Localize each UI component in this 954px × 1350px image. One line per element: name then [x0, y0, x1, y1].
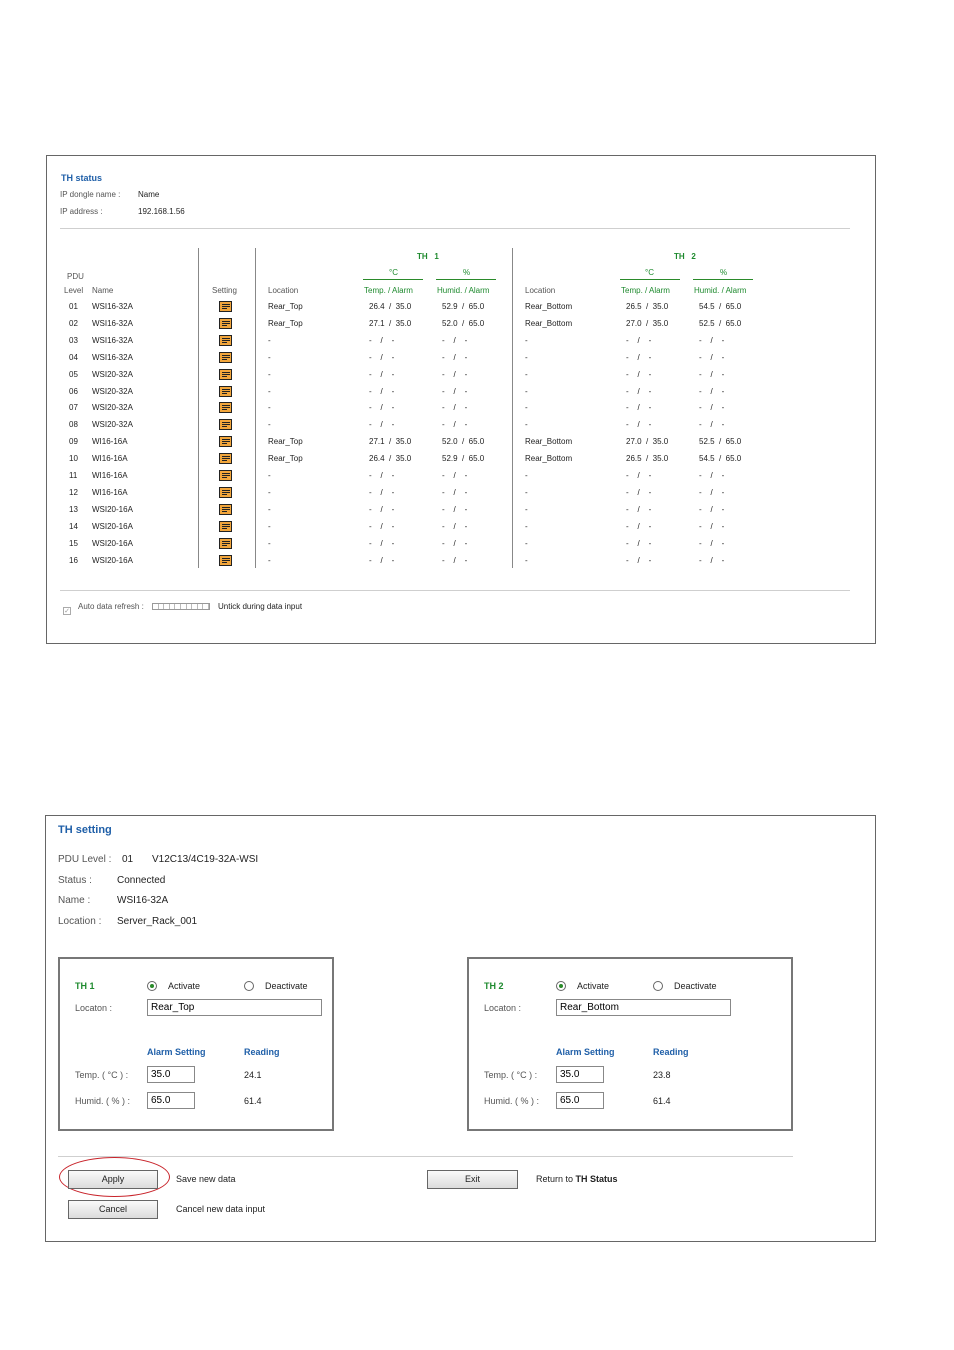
th1-activate-label: Activate	[168, 981, 201, 991]
th1-activate-radio[interactable]	[147, 981, 157, 991]
row-th2-temp: 26.5 / 35.0	[626, 302, 669, 311]
setting-icon[interactable]	[219, 352, 232, 363]
location-label: Location :	[58, 916, 102, 927]
table-row	[47, 539, 867, 556]
row-th2-temp: - / -	[626, 352, 652, 362]
row-th1-temp: - / -	[369, 471, 395, 480]
unit-percent: %	[463, 268, 471, 277]
untick-note: Untick during data input	[218, 602, 303, 611]
table-row	[47, 420, 867, 437]
col-temp-alarm: Temp. / Alarm	[621, 286, 670, 295]
exit-note-prefix: Return to	[536, 1174, 576, 1184]
row-name: WSI16-32A	[92, 352, 133, 362]
table-row	[47, 454, 867, 471]
alarm-setting-header: Alarm Setting	[147, 1047, 206, 1057]
table-row	[47, 336, 867, 353]
setting-icon[interactable]	[219, 369, 232, 380]
row-th1-location: Rear_Top	[268, 318, 303, 328]
row-th2-temp: - / -	[626, 538, 652, 548]
row-name: WSI20-32A	[92, 420, 133, 430]
row-th1-humid: 52.0 / 65.0	[442, 437, 485, 447]
th2-activate-label: Activate	[577, 981, 610, 991]
th2-deactivate-radio[interactable]	[653, 981, 663, 991]
auto-refresh-checkbox[interactable]: ✓	[64, 607, 70, 615]
row-level: 10	[69, 454, 78, 464]
row-th1-location: -	[268, 487, 271, 497]
ip-address-label: IP address :	[60, 207, 103, 216]
header-underline	[693, 279, 753, 280]
header-underline	[363, 279, 423, 280]
row-th2-location: -	[525, 420, 528, 430]
row-th2-location: -	[525, 352, 528, 362]
setting-icon[interactable]	[219, 386, 232, 397]
row-th2-temp: - / -	[626, 420, 652, 430]
row-th2-location: -	[525, 504, 528, 514]
location-value: Server_Rack_001	[117, 916, 198, 927]
row-th2-location: -	[525, 538, 528, 548]
col-humid-alarm: Humid. / Alarm	[694, 286, 747, 295]
row-th2-temp: - / -	[626, 471, 652, 480]
auto-refresh-label: Auto data refresh :	[78, 602, 144, 611]
th1-deactivate-label: Deactivate	[265, 981, 308, 991]
apply-note: Save new data	[176, 1174, 236, 1184]
row-th2-temp: - / -	[626, 521, 652, 531]
row-th2-humid: - / -	[699, 403, 725, 413]
row-th2-humid: - / -	[699, 369, 725, 379]
pdu-model: V12C13/4C19-32A-WSI	[152, 854, 259, 865]
col-level: Level	[64, 286, 84, 295]
ip-address-value: 192.168.1.56	[138, 207, 185, 216]
th1-title: TH 1	[75, 981, 95, 991]
panel-title: TH setting	[58, 824, 112, 836]
row-name: WSI20-16A	[92, 521, 133, 531]
th1-temp-reading: 24.1	[244, 1070, 262, 1080]
apply-button[interactable]: Apply	[68, 1170, 158, 1189]
ip-dongle-value: Name	[138, 190, 160, 199]
row-level: 15	[69, 538, 78, 548]
th1-location-label: Locaton :	[75, 1003, 113, 1013]
row-th2-location: -	[525, 369, 528, 379]
th2-activate-radio[interactable]	[556, 981, 566, 991]
row-th1-humid: - / -	[442, 369, 468, 379]
row-th1-location: -	[268, 538, 271, 548]
row-th1-location: -	[268, 403, 271, 413]
table-row	[47, 353, 867, 370]
col-humid-alarm: Humid. / Alarm	[437, 286, 490, 295]
row-th1-location: -	[268, 386, 271, 396]
row-level: 12	[69, 487, 78, 497]
th2-humid-label: Humid. ( % ) :	[484, 1096, 540, 1106]
pdu-level-label: PDU Level :	[58, 854, 112, 865]
th2-location-input[interactable]	[556, 999, 731, 1016]
row-name: WSI20-32A	[92, 369, 133, 379]
row-level: 07	[69, 403, 78, 413]
row-th2-temp: 27.0 / 35.0	[626, 437, 669, 447]
divider	[60, 228, 850, 229]
row-th1-humid: - / -	[442, 538, 468, 548]
th2-temp-reading: 23.8	[653, 1070, 671, 1080]
th1-title: TH 1	[417, 252, 439, 261]
row-th2-humid: 52.5 / 65.0	[699, 437, 742, 447]
row-th1-location: Rear_Top	[268, 437, 303, 447]
row-level: 16	[69, 555, 78, 565]
row-th1-temp: 26.4 / 35.0	[369, 302, 412, 311]
setting-icon[interactable]	[219, 487, 232, 498]
table-row	[47, 522, 867, 539]
row-th1-temp: 27.1 / 35.0	[369, 318, 412, 328]
row-level: 05	[69, 369, 78, 379]
setting-icon[interactable]	[219, 555, 232, 566]
setting-icon[interactable]	[219, 470, 232, 481]
row-th2-humid: - / -	[699, 504, 725, 514]
row-level: 04	[69, 352, 78, 362]
row-level: 06	[69, 386, 78, 396]
table-row	[47, 471, 867, 488]
row-th1-temp: - / -	[369, 352, 395, 362]
row-name: WI16-16A	[92, 454, 128, 464]
unit-celsius: °C	[645, 268, 654, 277]
row-th2-location: -	[525, 403, 528, 413]
row-th2-location: Rear_Bottom	[525, 318, 573, 328]
row-th1-location: -	[268, 471, 271, 480]
row-name: WSI16-32A	[92, 335, 133, 345]
th1-settings-group	[58, 957, 334, 1131]
row-name: WSI16-32A	[92, 302, 133, 311]
row-th1-location: -	[268, 335, 271, 345]
setting-icon[interactable]	[219, 301, 232, 312]
row-level: 01	[69, 302, 78, 311]
row-th1-location: Rear_Top	[268, 454, 303, 464]
row-th1-temp: - / -	[369, 403, 395, 413]
row-th1-humid: - / -	[442, 471, 468, 480]
row-th2-location: -	[525, 335, 528, 345]
th-status-panel	[46, 155, 876, 644]
th1-location-input[interactable]	[147, 999, 322, 1016]
th2-location-label: Locaton :	[484, 1003, 522, 1013]
th2-title: TH 2	[484, 981, 504, 991]
row-th1-location: -	[268, 521, 271, 531]
row-th1-temp: - / -	[369, 521, 395, 531]
row-th1-location: -	[268, 352, 271, 362]
cancel-button[interactable]: Cancel	[68, 1200, 158, 1219]
row-th1-temp: - / -	[369, 335, 395, 345]
row-th1-humid: - / -	[442, 487, 468, 497]
row-th1-temp: 26.4 / 35.0	[369, 454, 412, 464]
row-th2-humid: - / -	[699, 420, 725, 430]
exit-note-target: TH Status	[575, 1174, 618, 1184]
th2-settings-group	[467, 957, 793, 1131]
divider	[58, 1156, 793, 1157]
row-th1-humid: - / -	[442, 386, 468, 396]
row-th1-humid: - / -	[442, 335, 468, 345]
row-name: WSI20-16A	[92, 555, 133, 565]
th1-humid-alarm-input[interactable]	[147, 1092, 195, 1109]
row-th2-humid: - / -	[699, 352, 725, 362]
name-label: Name :	[58, 895, 91, 906]
exit-note	[536, 1174, 618, 1184]
row-th2-location: Rear_Bottom	[525, 454, 573, 464]
alarm-setting-header: Alarm Setting	[556, 1047, 615, 1057]
ip-dongle-label: IP dongle name :	[60, 190, 121, 199]
col-name: Name	[92, 286, 114, 295]
table-row	[47, 437, 867, 454]
row-th1-location: -	[268, 504, 271, 514]
row-level: 02	[69, 318, 78, 328]
row-th1-temp: - / -	[369, 487, 395, 497]
row-name: WI16-16A	[92, 471, 128, 480]
col-location: Location	[525, 286, 556, 295]
th2-temp-label: Temp. ( °C ) :	[484, 1070, 538, 1080]
row-th1-temp: - / -	[369, 386, 395, 396]
row-th1-temp: - / -	[369, 420, 395, 430]
row-level: 14	[69, 521, 78, 531]
row-th1-humid: - / -	[442, 352, 468, 362]
unit-percent: %	[720, 268, 728, 277]
name-value: WSI16-32A	[117, 895, 169, 906]
pdu-level-value: 01	[122, 854, 134, 865]
row-name: WSI16-32A	[92, 318, 133, 328]
row-th2-humid: 54.5 / 65.0	[699, 302, 742, 311]
row-th2-humid: - / -	[699, 538, 725, 548]
row-th2-temp: - / -	[626, 335, 652, 345]
row-name: WI16-16A	[92, 487, 128, 497]
th1-humid-label: Humid. ( % ) :	[75, 1096, 131, 1106]
header-underline	[436, 279, 496, 280]
setting-icon[interactable]	[219, 521, 232, 532]
row-th2-temp: - / -	[626, 555, 652, 565]
row-th1-humid: 52.9 / 65.0	[442, 454, 485, 464]
table-row	[47, 505, 867, 522]
row-level: 03	[69, 335, 78, 345]
setting-icon[interactable]	[219, 453, 232, 464]
row-name: WSI20-16A	[92, 538, 133, 548]
row-th1-location: Rear_Top	[268, 302, 303, 311]
row-level: 08	[69, 420, 78, 430]
row-th1-temp: - / -	[369, 555, 395, 565]
th1-temp-alarm-input[interactable]	[147, 1066, 195, 1083]
row-th2-temp: - / -	[626, 403, 652, 413]
row-th2-humid: - / -	[699, 555, 725, 565]
table-row	[47, 370, 867, 387]
row-th2-location: Rear_Bottom	[525, 437, 573, 447]
setting-icon[interactable]	[219, 318, 232, 329]
th1-humid-reading: 61.4	[244, 1096, 262, 1106]
row-name: WSI20-16A	[92, 504, 133, 514]
row-th1-humid: - / -	[442, 403, 468, 413]
table-row	[47, 403, 867, 420]
row-th2-temp: 26.5 / 35.0	[626, 454, 669, 464]
row-th2-location: Rear_Bottom	[525, 302, 573, 311]
status-value: Connected	[117, 875, 166, 886]
row-th1-temp: - / -	[369, 369, 395, 379]
row-th2-temp: - / -	[626, 386, 652, 396]
th2-deactivate-label: Deactivate	[674, 981, 717, 991]
row-th2-humid: - / -	[699, 386, 725, 396]
row-th2-humid: 54.5 / 65.0	[699, 454, 742, 464]
row-name: WI16-16A	[92, 437, 128, 447]
row-level: 09	[69, 437, 78, 447]
col-pdu: PDU	[67, 272, 84, 281]
panel-title: TH status	[61, 173, 103, 183]
refresh-progress-bar	[152, 603, 210, 610]
table-row	[47, 488, 867, 505]
row-th2-temp: 27.0 / 35.0	[626, 318, 669, 328]
setting-icon[interactable]	[219, 335, 232, 346]
cancel-note: Cancel new data input	[176, 1204, 266, 1214]
table-row	[47, 556, 867, 573]
th1-temp-label: Temp. ( °C ) :	[75, 1070, 129, 1080]
row-th1-temp: 27.1 / 35.0	[369, 437, 412, 447]
row-th1-humid: - / -	[442, 555, 468, 565]
reading-header: Reading	[653, 1047, 689, 1057]
row-th1-humid: - / -	[442, 420, 468, 430]
status-label: Status :	[58, 875, 92, 886]
row-th1-location: -	[268, 420, 271, 430]
setting-icon[interactable]	[219, 504, 232, 515]
row-name: WSI20-32A	[92, 386, 133, 396]
row-th1-humid: - / -	[442, 521, 468, 531]
reading-header: Reading	[244, 1047, 280, 1057]
setting-icon[interactable]	[219, 402, 232, 413]
row-th1-humid: 52.9 / 65.0	[442, 302, 485, 311]
row-th2-location: -	[525, 555, 528, 565]
row-th1-humid: - / -	[442, 504, 468, 514]
row-th1-temp: - / -	[369, 538, 395, 548]
th1-deactivate-radio[interactable]	[244, 981, 254, 991]
row-th2-temp: - / -	[626, 504, 652, 514]
row-level: 11	[69, 471, 78, 480]
row-th1-location: -	[268, 369, 271, 379]
row-level: 13	[69, 504, 78, 514]
table-row	[47, 319, 867, 336]
col-setting: Setting	[212, 286, 237, 295]
th-setting-panel	[45, 815, 876, 1242]
setting-icon[interactable]	[219, 538, 232, 549]
col-location: Location	[268, 286, 299, 295]
row-th2-temp: - / -	[626, 487, 652, 497]
th2-humid-alarm-input[interactable]	[556, 1092, 604, 1109]
row-th2-humid: - / -	[699, 335, 725, 345]
col-temp-alarm: Temp. / Alarm	[364, 286, 413, 295]
row-th1-location: -	[268, 555, 271, 565]
row-th2-humid: - / -	[699, 471, 725, 480]
row-th2-location: -	[525, 487, 528, 497]
th2-title: TH 2	[674, 252, 696, 261]
row-th2-humid: 52.5 / 65.0	[699, 318, 742, 328]
setting-icon[interactable]	[219, 419, 232, 430]
row-name: WSI20-32A	[92, 403, 133, 413]
row-th2-location: -	[525, 521, 528, 531]
th2-humid-reading: 61.4	[653, 1096, 671, 1106]
table-row	[47, 387, 867, 404]
header-underline	[620, 279, 680, 280]
th2-temp-alarm-input[interactable]	[556, 1066, 604, 1083]
row-th1-humid: 52.0 / 65.0	[442, 318, 485, 328]
unit-celsius: °C	[389, 268, 398, 277]
table-row	[47, 302, 867, 319]
divider	[60, 590, 850, 591]
row-th1-temp: - / -	[369, 504, 395, 514]
row-th2-temp: - / -	[626, 369, 652, 379]
row-th2-location: -	[525, 471, 528, 480]
row-th2-humid: - / -	[699, 487, 725, 497]
row-th2-location: -	[525, 386, 528, 396]
row-th2-humid: - / -	[699, 521, 725, 531]
setting-icon[interactable]	[219, 436, 232, 447]
exit-button[interactable]: Exit	[427, 1170, 518, 1189]
